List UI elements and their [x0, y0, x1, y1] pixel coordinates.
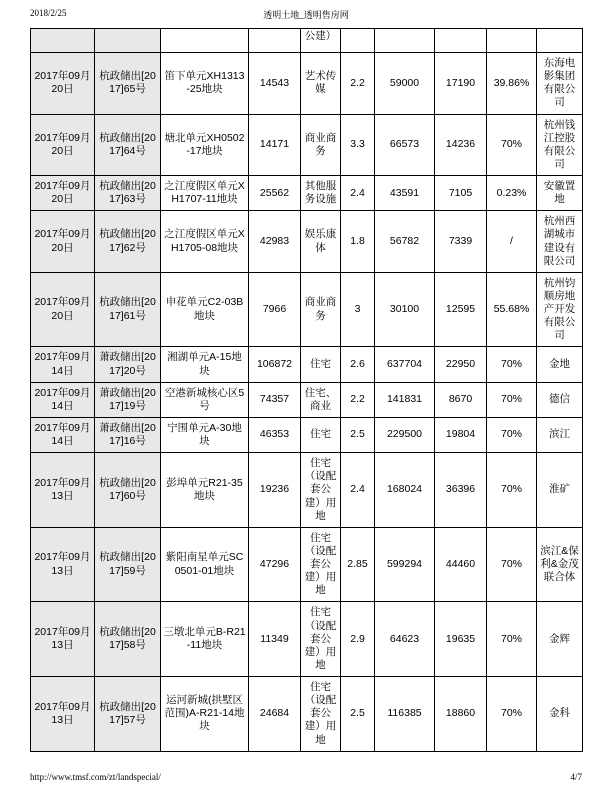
cell-ratio: 2.5	[341, 677, 375, 752]
table-row	[31, 677, 583, 752]
cell-area: 25562	[249, 176, 301, 211]
cell-total-price: 168024	[375, 453, 435, 528]
cell-plot	[161, 29, 249, 53]
cell-ratio	[341, 29, 375, 53]
cell-winner: 德信	[537, 382, 583, 417]
cell-use: 住宅（设配套公建）用地	[301, 602, 341, 677]
cell-ratio: 2.85	[341, 527, 375, 602]
cell-date: 2017年09月20日	[31, 272, 95, 347]
cell-plot: 笛下单元XH1313-25地块	[161, 53, 249, 115]
cell-use: 艺术传媒	[301, 53, 341, 115]
cell-premium: 55.68%	[487, 272, 537, 347]
cell-date	[31, 29, 95, 53]
cell-date: 2017年09月13日	[31, 527, 95, 602]
cell-winner: 金科	[537, 677, 583, 752]
cell-total-price: 637704	[375, 347, 435, 382]
cell-total-price: 64623	[375, 602, 435, 677]
cell-date: 2017年09月20日	[31, 176, 95, 211]
cell-floor-price: 36396	[435, 453, 487, 528]
cell-floor-price: 44460	[435, 527, 487, 602]
table-row	[31, 53, 583, 115]
cell-premium: 70%	[487, 602, 537, 677]
cell-date: 2017年09月14日	[31, 382, 95, 417]
cell-date: 2017年09月14日	[31, 417, 95, 452]
cell-date: 2017年09月20日	[31, 53, 95, 115]
cell-use: 住宅	[301, 417, 341, 452]
cell-premium: 70%	[487, 453, 537, 528]
cell-notice: 杭政储出[2017]63号	[95, 176, 161, 211]
cell-notice: 杭政储出[2017]60号	[95, 453, 161, 528]
cell-winner: 安徽置地	[537, 176, 583, 211]
cell-premium: 70%	[487, 382, 537, 417]
cell-premium: 70%	[487, 114, 537, 176]
cell-premium: 70%	[487, 677, 537, 752]
cell-ratio: 2.6	[341, 347, 375, 382]
cell-floor-price: 7105	[435, 176, 487, 211]
print-footer-url: http://www.tmsf.com/zt/landspecial/	[30, 772, 161, 782]
cell-area: 24684	[249, 677, 301, 752]
table-row	[31, 211, 583, 273]
cell-date: 2017年09月13日	[31, 602, 95, 677]
cell-notice: 杭政储出[2017]62号	[95, 211, 161, 273]
cell-area	[249, 29, 301, 53]
cell-floor-price: 22950	[435, 347, 487, 382]
table-row	[31, 453, 583, 528]
cell-floor-price: 14236	[435, 114, 487, 176]
cell-notice	[95, 29, 161, 53]
print-footer-page-number: 4/7	[570, 772, 582, 782]
cell-winner: 杭州西湖城市建设有限公司	[537, 211, 583, 273]
cell-area: 74357	[249, 382, 301, 417]
cell-winner	[537, 29, 583, 53]
cell-total-price	[375, 29, 435, 53]
cell-area: 46353	[249, 417, 301, 452]
cell-total-price: 141831	[375, 382, 435, 417]
land-table-body	[31, 29, 583, 752]
cell-area: 106872	[249, 347, 301, 382]
table-row	[31, 527, 583, 602]
cell-floor-price: 8670	[435, 382, 487, 417]
cell-notice: 萧政储出[2017]16号	[95, 417, 161, 452]
cell-winner: 滨江	[537, 417, 583, 452]
cell-winner: 东海电影集团有限公司	[537, 53, 583, 115]
cell-notice: 杭政储出[2017]64号	[95, 114, 161, 176]
cell-premium: 70%	[487, 347, 537, 382]
print-header-date: 2018/2/25	[30, 8, 67, 18]
cell-notice: 杭政储出[2017]65号	[95, 53, 161, 115]
cell-winner: 滨江&保利&金茂联合体	[537, 527, 583, 602]
table-row	[31, 417, 583, 452]
cell-notice: 杭政储出[2017]59号	[95, 527, 161, 602]
cell-premium: 70%	[487, 527, 537, 602]
cell-area: 14543	[249, 53, 301, 115]
cell-notice: 萧政储出[2017]19号	[95, 382, 161, 417]
cell-plot: 塘北单元XH0502-17地块	[161, 114, 249, 176]
cell-notice: 萧政储出[2017]20号	[95, 347, 161, 382]
cell-ratio: 2.5	[341, 417, 375, 452]
cell-use: 娱乐康体	[301, 211, 341, 273]
cell-total-price: 599294	[375, 527, 435, 602]
cell-plot: 宁围单元A-30地块	[161, 417, 249, 452]
cell-use: 其他服务设施	[301, 176, 341, 211]
table-row-partial	[31, 29, 583, 53]
cell-plot: 彭埠单元R21-35地块	[161, 453, 249, 528]
cell-winner: 杭州钱江控股有限公司	[537, 114, 583, 176]
cell-notice: 杭政储出[2017]61号	[95, 272, 161, 347]
cell-floor-price: 7339	[435, 211, 487, 273]
cell-ratio: 3.3	[341, 114, 375, 176]
table-row	[31, 114, 583, 176]
cell-use: 住宅、商业	[301, 382, 341, 417]
cell-ratio: 2.4	[341, 453, 375, 528]
cell-total-price: 229500	[375, 417, 435, 452]
cell-floor-price: 17190	[435, 53, 487, 115]
cell-premium: 39.86%	[487, 53, 537, 115]
cell-notice: 杭政储出[2017]57号	[95, 677, 161, 752]
cell-ratio: 3	[341, 272, 375, 347]
cell-date: 2017年09月20日	[31, 211, 95, 273]
cell-plot: 紫阳南星单元SC0501-01地块	[161, 527, 249, 602]
cell-area: 7966	[249, 272, 301, 347]
cell-ratio: 2.2	[341, 53, 375, 115]
cell-use: 商业商务	[301, 114, 341, 176]
table-row	[31, 347, 583, 382]
cell-total-price: 116385	[375, 677, 435, 752]
cell-date: 2017年09月14日	[31, 347, 95, 382]
cell-use: 住宅（设配套公建）用地	[301, 453, 341, 528]
cell-plot: 运河新城(拱墅区范围)A-R21-14地块	[161, 677, 249, 752]
cell-area: 14171	[249, 114, 301, 176]
cell-notice: 杭政储出[2017]58号	[95, 602, 161, 677]
cell-plot: 之江度假区单元XH1707-11地块	[161, 176, 249, 211]
cell-use: 商业商务	[301, 272, 341, 347]
cell-use: 住宅	[301, 347, 341, 382]
cell-use: 住宅（设配套公建）用地	[301, 677, 341, 752]
cell-use: 公建）	[301, 29, 341, 53]
table-row	[31, 382, 583, 417]
cell-ratio: 2.9	[341, 602, 375, 677]
cell-area: 19236	[249, 453, 301, 528]
cell-floor-price: 18860	[435, 677, 487, 752]
table-row	[31, 176, 583, 211]
cell-area: 11349	[249, 602, 301, 677]
cell-total-price: 43591	[375, 176, 435, 211]
cell-plot: 三墩北单元B-R21-11地块	[161, 602, 249, 677]
cell-premium: 70%	[487, 417, 537, 452]
cell-ratio: 1.8	[341, 211, 375, 273]
cell-winner: 金辉	[537, 602, 583, 677]
cell-plot: 之江度假区单元XH1705-08地块	[161, 211, 249, 273]
print-header-title: 透明土地_透明售房网	[263, 10, 349, 20]
cell-premium: /	[487, 211, 537, 273]
cell-winner: 金地	[537, 347, 583, 382]
cell-floor-price: 12595	[435, 272, 487, 347]
cell-winner: 杭州钧顺房地产开发有限公司	[537, 272, 583, 347]
cell-floor-price: 19804	[435, 417, 487, 452]
cell-total-price: 66573	[375, 114, 435, 176]
cell-total-price: 56782	[375, 211, 435, 273]
cell-premium: 0.23%	[487, 176, 537, 211]
cell-ratio: 2.4	[341, 176, 375, 211]
cell-plot: 申花单元C2-03B地块	[161, 272, 249, 347]
table-row	[31, 272, 583, 347]
cell-premium	[487, 29, 537, 53]
cell-date: 2017年09月13日	[31, 453, 95, 528]
cell-floor-price: 19635	[435, 602, 487, 677]
cell-ratio: 2.2	[341, 382, 375, 417]
cell-date: 2017年09月13日	[31, 677, 95, 752]
cell-plot: 空港新城核心区5号	[161, 382, 249, 417]
cell-winner: 淮矿	[537, 453, 583, 528]
cell-date: 2017年09月20日	[31, 114, 95, 176]
land-transactions-table	[30, 28, 583, 752]
cell-area: 42983	[249, 211, 301, 273]
cell-floor-price	[435, 29, 487, 53]
cell-plot: 湘湖单元A-15地块	[161, 347, 249, 382]
cell-area: 47296	[249, 527, 301, 602]
table-row	[31, 602, 583, 677]
cell-total-price: 30100	[375, 272, 435, 347]
cell-use: 住宅（设配套公建）用地	[301, 527, 341, 602]
cell-total-price: 59000	[375, 53, 435, 115]
